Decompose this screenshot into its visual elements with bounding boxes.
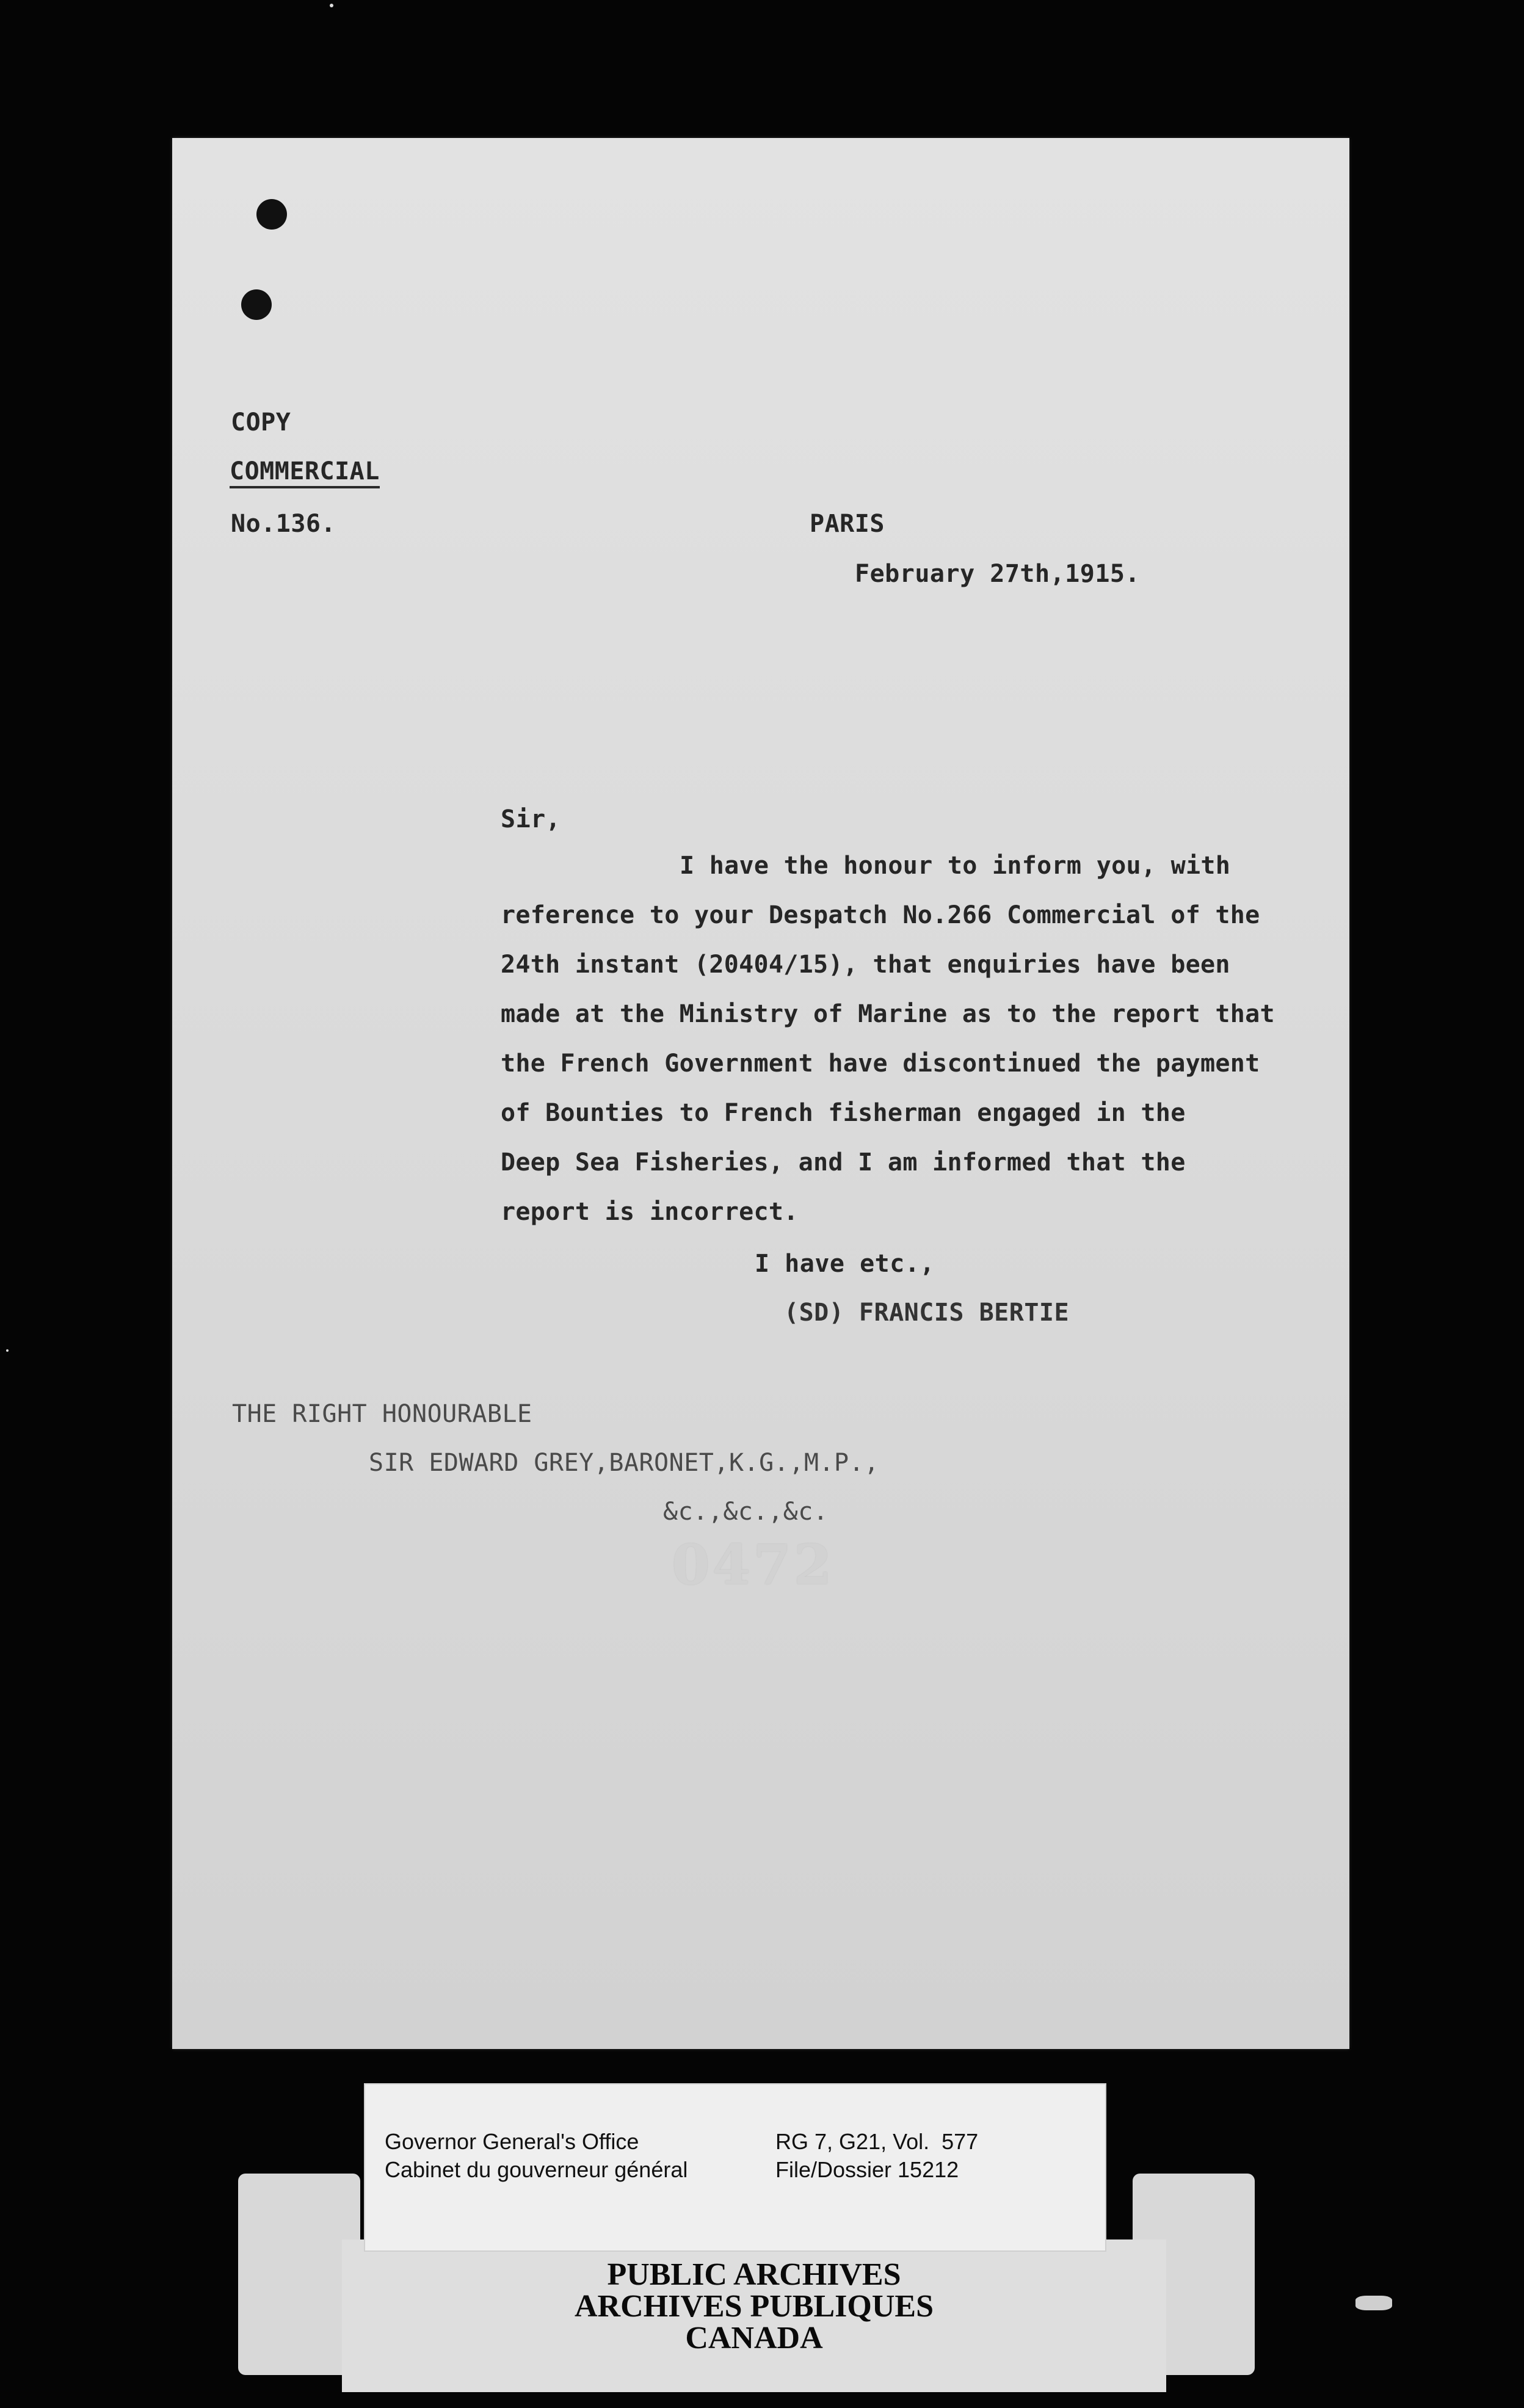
salutation: Sir, — [501, 805, 561, 833]
dust-speck — [330, 4, 333, 7]
body-line: Deep Sea Fisheries, and I am informed that the — [501, 1148, 1186, 1177]
addressee-etc: &c.,&c.,&c. — [663, 1498, 829, 1526]
archive-label-card — [364, 2083, 1106, 2252]
despatch-number: No.136. — [231, 510, 336, 538]
office-english: Governor General's Office — [385, 2129, 639, 2154]
place: PARIS — [810, 510, 885, 538]
body-line: made at the Ministry of Marine as to the report that — [501, 1000, 1275, 1028]
body-line: I have the honour to inform you, with — [680, 852, 1231, 880]
addressee-title: THE RIGHT HONOURABLE — [232, 1400, 532, 1428]
punch-hole — [256, 199, 287, 230]
addressee-name: SIR EDWARD GREY,BARONET,K.G.,M.P., — [369, 1449, 879, 1477]
office-french: Cabinet du gouverneur général — [385, 2157, 688, 2182]
record-group-reference: RG 7, G21, Vol. 577 — [775, 2129, 979, 2154]
faint-stamp: 0472 — [672, 1532, 835, 1597]
archives-banner-line1: PUBLIC ARCHIVES — [607, 2257, 901, 2292]
closing: I have etc., — [755, 1250, 935, 1278]
punch-hole — [241, 289, 272, 320]
body-line: the French Government have discontinued the payment — [501, 1050, 1260, 1078]
archives-banner-line2: ARCHIVES PUBLIQUES — [574, 2289, 934, 2324]
letter-date: February 27th,1915. — [855, 560, 1141, 588]
file-number: File/Dossier 15212 — [775, 2157, 959, 2182]
category-heading: COMMERCIAL — [230, 459, 380, 488]
signature: (SD) FRANCIS BERTIE — [784, 1299, 1070, 1327]
letter-body — [501, 852, 1275, 1247]
dust-speck — [1355, 2296, 1392, 2310]
body-line: report is incorrect. — [501, 1198, 799, 1226]
body-line: reference to your Despatch No.266 Commercial of the — [501, 901, 1260, 929]
dust-speck — [6, 1349, 9, 1352]
body-line: 24th instant (20404/15), that enquiries have been — [501, 951, 1230, 979]
archives-banner-line3: CANADA — [685, 2321, 823, 2355]
body-line: of Bounties to French fisherman engaged in the — [501, 1099, 1186, 1127]
copy-label: COPY — [231, 408, 291, 437]
